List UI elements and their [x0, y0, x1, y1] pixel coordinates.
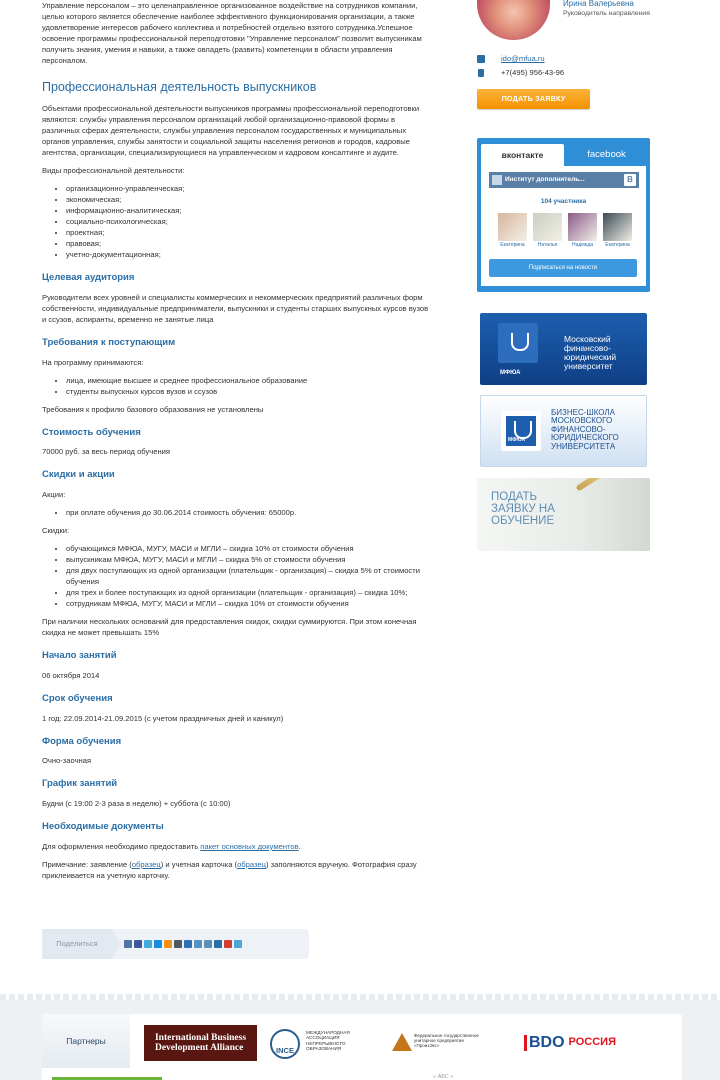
discounts-note: При наличии нескольких оснований для предоставления скидок, скидки суммируются. При этом конечная скидка не может превышать 15%	[42, 617, 417, 638]
livejournal-icon[interactable]	[174, 940, 182, 948]
email-link[interactable]: ido@mfua.ru	[501, 54, 545, 63]
blogger-icon[interactable]	[194, 940, 202, 948]
ince-text: МЕЖДУНАРОДНАЯ АССОЦИАЦИЯ НЕПРЕРЫВНОГО ОБРАЗОВАНИЯ	[306, 1030, 350, 1052]
note-paragraph: Примечание: заявление (образец) и учетная карточка (образец) заполняются вручную. Фотография сразу приклеивается на учетную карточку.	[42, 860, 417, 881]
mfua-logo-icon	[498, 323, 538, 363]
vk-logo-icon: B	[624, 174, 636, 186]
pen-icon	[575, 478, 646, 492]
documents-heading: Необходимые документы	[42, 821, 164, 833]
list-item: • проектная;	[66, 227, 434, 238]
member-name: Наталья	[537, 242, 558, 248]
member[interactable]	[568, 213, 597, 249]
facebook-icon[interactable]	[134, 940, 142, 948]
term-paragraph: 1 год: 22.09.2014-21.09.2015 (с учетом праздничных дней и каникул)	[42, 713, 284, 723]
member-name: Надежда	[571, 242, 594, 248]
schedule-paragraph: Будни (с 19:00 2-3 раза в неделю) + суббота (с 10:00)	[42, 799, 231, 809]
member[interactable]	[533, 213, 562, 249]
list-item: • обучающимся МФЮА, МУГУ, МАСИ и МГЛИ – скидка 10% от стоимости обучения	[66, 543, 434, 554]
cost-paragraph: 70000 руб. за весь период обучения	[42, 447, 170, 457]
member-name: Екатерина	[500, 242, 525, 248]
yandex-icon[interactable]	[204, 940, 212, 948]
partners-label: Партнеры	[42, 1014, 130, 1068]
member[interactable]	[498, 213, 527, 249]
requirements-note: Требования к профилю базового образования не установлены	[42, 404, 264, 414]
member-photo	[498, 213, 527, 241]
google-plus-icon[interactable]	[224, 940, 232, 948]
list-item: • лица, имеющие высшее и среднее профессиональное образование	[66, 375, 434, 386]
share-label: Поделиться	[42, 929, 112, 959]
documents-link[interactable]: пакет основных документов	[200, 842, 299, 852]
list-item: • для двух поступающих из одной организации (плательщик - организация) – скидка 5% от стоимости обучения	[66, 565, 434, 587]
member-photo	[533, 213, 562, 241]
bdo-text: BDO	[528, 1034, 565, 1052]
mfua-university-banner[interactable]	[480, 313, 647, 385]
odnoklassniki-icon[interactable]	[164, 940, 172, 948]
proizes-text: Федеральное государственное унитарное предприятие «ПроизЭкс»	[414, 1033, 479, 1049]
tab-vkontakte[interactable]: вконтакте	[481, 144, 564, 166]
start-heading: Начало занятий	[42, 650, 117, 662]
ince-logo[interactable]	[270, 1025, 380, 1061]
banner-abbr: МФЮА	[508, 437, 526, 443]
business-school-banner[interactable]	[480, 395, 647, 467]
requirements-heading: Требования к поступающим	[42, 336, 176, 348]
liveinternet-icon[interactable]	[184, 940, 192, 948]
share-bar	[42, 929, 309, 959]
activity-paragraph: Объектами профессиональной деятельности выпускников программы профессиональной переподготовки являются: службы управления персоналом организаций любой организационно-правовой формы в различных сферах деятельности, службы управления персоналом государственных и муниципальных органов управления, службы занятости и социальной защиты населения регионов и городов, кадровые агентства, организации, специализирующиеся на управленческом и кадровом консалтинге и аудите.	[42, 104, 420, 158]
ince-emblem-icon: INCE	[270, 1029, 300, 1059]
member[interactable]	[603, 213, 632, 249]
activity-heading: Профессиональная деятельность выпускников	[42, 80, 317, 94]
ibda-logo[interactable]: International Business Development Alliance	[144, 1025, 257, 1061]
members-count: 104 участника	[540, 198, 587, 205]
intro-paragraph: Управление персоналом – это целенаправленное организованное воздействие на сотрудников компании, целью которого является обеспечение наиболее эффективного функционирования организации, а также удовлетворение интересов рабочего коллектива и потребностей отдельно взятого сотрудника.Успешное освоение программы профессиональной переподготовки "Управление персоналом" позволит выпускникам получить знания, умения и навыки, а также овладеть (развить) компетенции в области управления персоналом.	[42, 1, 422, 65]
footer	[0, 1000, 720, 1080]
form-heading: Форма обучения	[42, 735, 122, 747]
bdo-country: РОССИЯ	[568, 1036, 616, 1049]
person-role: Руководитель направления	[563, 10, 650, 17]
member-faces	[498, 213, 632, 249]
list-item: • для трех и более поступающих из одной организации (плательщик - организация) – скидка 10%;	[66, 587, 434, 598]
banner-abbr: МФЮА	[500, 370, 521, 376]
form-paragraph: Очно-заочная	[42, 756, 92, 766]
member-name: Екатерина	[605, 242, 630, 248]
banner-text: Московский финансово- юридический университет	[564, 334, 617, 371]
share-icons	[124, 940, 242, 948]
start-date: 06 октября 2014	[42, 670, 100, 680]
list-item: • информационно-аналитическая;	[66, 205, 434, 216]
card-sample-link[interactable]: образец	[237, 860, 266, 870]
promo-list	[66, 507, 434, 518]
twitter-icon[interactable]	[144, 940, 152, 948]
discounts-list	[66, 543, 434, 609]
avatar	[477, 0, 550, 40]
list-item: • студенты выпускных курсов вузов и ссузов	[66, 386, 434, 397]
member-photo	[568, 213, 597, 241]
mailru-icon[interactable]	[154, 940, 162, 948]
person-name: Ирина Валерьевна	[563, 0, 634, 8]
cost-heading: Стоимость обучения	[42, 426, 141, 438]
main-content	[42, 0, 434, 888]
kinds-list	[66, 183, 434, 260]
bdo-bar-icon	[524, 1035, 527, 1051]
mfua-logo-icon	[501, 411, 541, 451]
list-item: • организационно-управленческая;	[66, 183, 434, 194]
bookmark-icon[interactable]	[234, 940, 242, 948]
requirements-list	[66, 375, 434, 397]
tab-facebook[interactable]: facebook	[587, 149, 626, 160]
banner-text: ПОДАТЬ ЗАЯВКУ НА ОБУЧЕНИЕ	[491, 491, 555, 528]
promo-label: Акции:	[42, 490, 66, 500]
group-avatar	[492, 175, 502, 185]
apply-button[interactable]: ПОДАТЬ ЗАЯВКУ	[477, 89, 590, 109]
social-widget	[477, 138, 650, 292]
requirements-label: На программу принимаются:	[42, 357, 144, 367]
vk-group-header[interactable]	[489, 172, 639, 188]
discounts-label: Скидки:	[42, 526, 70, 536]
phone-number: +7(495) 956-43-96	[501, 68, 565, 77]
discounts-heading: Скидки и акции	[42, 469, 115, 481]
vk-group-panel	[481, 166, 646, 286]
list-item: • учетно-документационная;	[66, 249, 434, 260]
moimir-icon[interactable]	[214, 940, 222, 948]
vk-icon[interactable]	[124, 940, 132, 948]
list-item: • выпускникам МФЮА, МУГУ, МАСИ и МГЛИ – скидка 5% от стоимости обучения	[66, 554, 434, 565]
proizes-emblem-icon	[392, 1033, 412, 1051]
email-icon	[477, 55, 485, 63]
member-photo	[603, 213, 632, 241]
partners-block	[42, 1014, 682, 1080]
apply-banner[interactable]	[477, 478, 650, 551]
group-name: Институт дополнитель...	[505, 176, 585, 183]
kinds-label: Виды профессиональной деятельности:	[42, 166, 185, 176]
bdo-logo[interactable]	[514, 1025, 626, 1061]
proizes-logo[interactable]	[392, 1025, 504, 1061]
list-item: • правовая;	[66, 238, 434, 249]
term-heading: Срок обучения	[42, 692, 113, 704]
documents-paragraph: Для оформления необходимо предоставить пакет основных документов.	[42, 842, 301, 852]
banner-text: БИЗНЕС-ШКОЛА МОСКОВСКОГО ФИНАНСОВО- ЮРИДИЧЕСКОГО УНИВЕРСИТЕТА	[551, 408, 619, 451]
list-item: • экономическая;	[66, 194, 434, 205]
list-item: • социально-психологическая;	[66, 216, 434, 227]
application-sample-link[interactable]: образец	[131, 860, 161, 870]
subscribe-button[interactable]: Подписаться на новости	[489, 259, 637, 277]
schedule-heading: График занятий	[42, 778, 118, 790]
list-item: • при оплате обучения до 30.06.2014 стоимость обучения: 65000р.	[66, 507, 434, 518]
audience-heading: Целевая аудитория	[42, 272, 135, 284]
audience-paragraph: Руководители всех уровней и специалисты коммерческих и некоммерческих предприятий различных форм собственности, индивидуальные предприниматели, выпускники и студенты старших выпускных курсов вузов и ссузов, аспиранты, временно не занятые лица	[42, 292, 429, 324]
phone-icon	[478, 69, 484, 77]
footer-abc-text: « АБС »	[433, 1074, 454, 1080]
list-item: • сотрудникам МФЮА, МУГУ, МАСИ и МГЛИ – скидка 10% от стоимости обучения	[66, 598, 434, 609]
